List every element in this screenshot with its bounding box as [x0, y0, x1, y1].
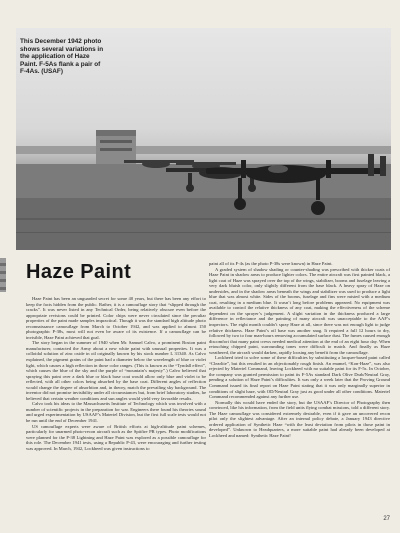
paragraph: Lockheed tried to solve some of these difficulties by substituting a lacquer-based paint called “Clearlite”, but this resulted in an objectionably rough finish. An enamel, “Kon-Haze”, was also rejected by Materiel Command, leaving Lockheed with no suitable paint for its F-5s. In October, the company was granted permission to paint its F-5As standard Dark Olive Drab/Neutral Gray, pending a solution of Haze Paint’s difficulties. It was only a week later that the Proving Ground Command issued its final report on Haze Paint stating that it was only marginally superior in conditions of slight haze, with OD/Neutral Gray just as good under all other conditions. Materiel Command recommended against any further use.	[209, 355, 390, 400]
photo-caption: This December 1942 photo shows several variations in the application of Haze Paint. F-5As flank a pair of F-4As. (USAF)	[20, 38, 104, 76]
paragraph: US camouflage experts were aware of British efforts at high-altitude paint schemes, particularly for unarmed photo-recon aircraft such as the Spitfire PR types. Photo modifications were planned for the P-38 Lightning and Haze Paint was explored as a possible camouflage for this role. The December 1941 tests, using a Republic P-43, were encouraging and further testing was approved. In March, 1942, Lockheed was given instructions to	[26, 423, 206, 451]
tarmac-streak	[16, 218, 391, 220]
foreground-ground	[16, 198, 391, 250]
paragraph: Normally this would have ended the story, but the USAAF’s Director of Photography then convinced, like his information, from the field units flying combat missions, told a different story. The Haze camouflage was considered extremely desirable, even if it gave an uncovered recon pilot only the slightest advantage. After an internal policy debate, a January 1943 directive ordered application of Synthetic Haze “with the least deviation from pilots in those paint in developed”. Unknown to Headquarters, a more suitable paint had already been developed at Lockheed and named: Synthetic Haze Paint!	[209, 399, 390, 438]
paragraph: Calvo took his ideas to the Massachusetts Institute of Technology which was involved with a number of scientific projects in the preparation for war. Engineers there found his theories sound and urged experimentation by USAAF’s Materiel Division, but the first full scale tests would not be run until the end of December 1941.	[26, 401, 206, 424]
paragraph: Haze Paint has been an unguarded secret for some 40 years, but there has been any effort to keep the facts hidden from the public. Rather, it is a camouflage story that “slipped through the cracks”. It was never listed in any Technical Order, being relatively obscure even before the appropriate revisions could be printed. Color chips were never circulated since the peculiar properties of the paint made samples impractical. Though it was the standard high altitude photo reconnaissance camouflage from March to October 1942, and was applied to almost 150 photographic P-38s, most will not even be aware of its existence. If a camouflage can be invisible, Haze Paint achieved that goal.	[26, 296, 206, 340]
side-tab	[0, 258, 6, 292]
paragraph: paint all of its F-4s (as the photo P-38s were known) in Haze Paint.	[209, 261, 333, 266]
hangar	[96, 130, 136, 164]
paragraph: The story began in the summer of 1940 when Mr. Samuel Calvo, a prominent Boston paint manufacturer, contacted the Army about a new white paint with unusual properties. It was a colloidal solution of zinc oxide in oil originally known by his stock number L 31340. As Calvo explained, the pigment grains of the paint had a diameter below the wavelength of blue or violet light, which causes a high reflection in those color ranges. (This is known as the “Tyndall effect”, which causes the blue of the sky and the purple of “mountain’s majesty”.) Calvo believed that spraying this paint over a dark blue or black base coat would allow only blue and violet to be reflected, with all other colors being absorbed by the base coat. Different angles of reflection would change the degree of absorbtion and, in theory, match the prevailing sky background. The inventor did not promise invisibility under all circumstances but, from brief laboratory studies, he believed that certain weather conditions and sun angles would yield very favorable results.	[26, 340, 206, 401]
left-column	[26, 296, 206, 451]
right-column	[209, 261, 390, 439]
aircraft-photo	[16, 28, 391, 250]
paragraph: A graded system of shadow shading or counter-shading was prescribed with thicker coats of Haze Paint in shadow areas to produce lighter colors. The entire aircraft was first painted black, a light coat of Haze was sprayed over the top of the wings, stabilizer, booms and fuselage leaving a very dark bluish color, only slightly different from the base black. A heavy spray of Haze on undersides, and in the shadow areas beneath the wings and stabilizer was used to produce a light blue that was almost white. Sides of the booms, fuselage and fins were misted with a medium coat, resulting in a medium blue. It wasn’t long before problems appeared. No equipment was available to control the relative thickness of any coat, making the effectiveness of the scheme dependent on the sprayer’s judgement. A slight variation in the thickness produced a large difference in reflectance and the painting of many aircraft was unacceptable to the AAF’s inspectors. The eight month couldn’t spray Haze at all, since there was not enough light to judge relative thickness. Haze Paint’s oil base was another snag. It required a full 12 hours to dry, followed by two to four man-hours removing accumulated surface dust. The fumes caused enough discomfort that many paint crews needed medical attention at the end of an eight hour day. When retouching chipped paint, surrounding tones were difficult to match. And finally as Haze weathered, the aircraft would darken, rapidly loosing any benefit from the camouflage.	[209, 266, 390, 355]
tarmac-streak	[16, 232, 391, 233]
article-headline: Haze Paint	[26, 261, 132, 283]
treeline	[16, 146, 391, 154]
page-number: 27	[383, 516, 390, 522]
